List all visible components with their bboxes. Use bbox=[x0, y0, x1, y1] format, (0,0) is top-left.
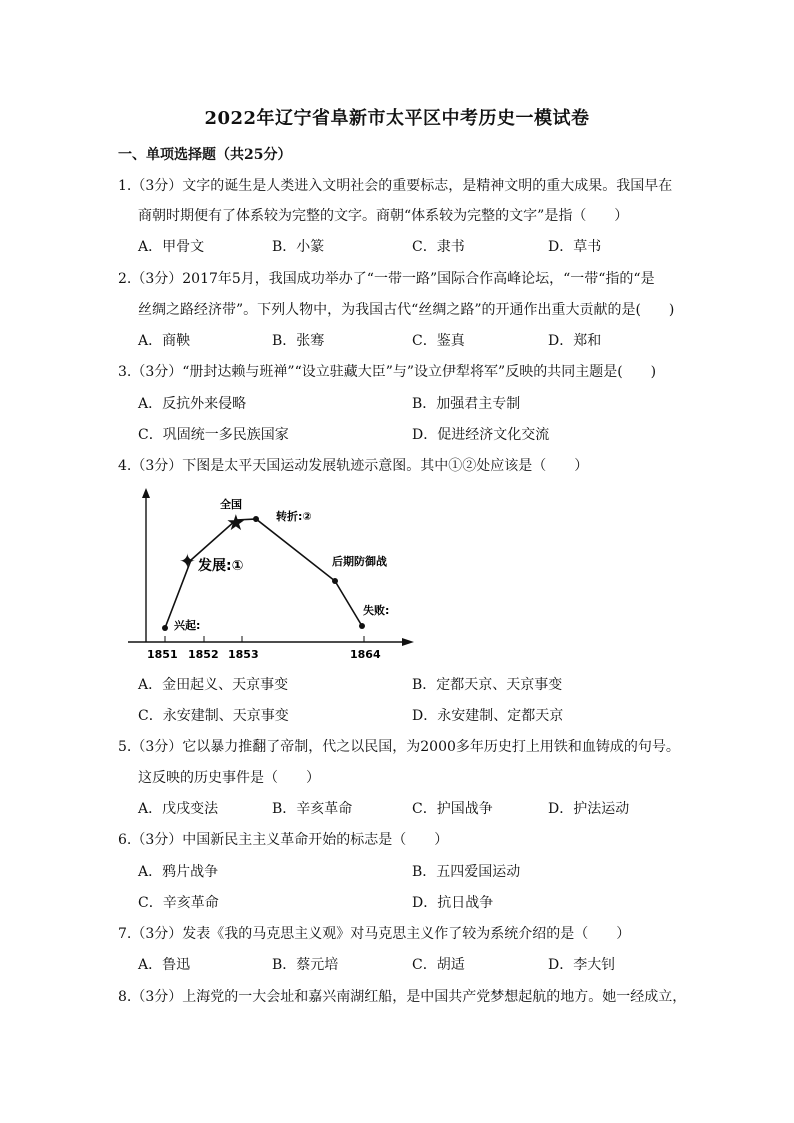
question-4-option-a: A．金田起义、天京事变 bbox=[138, 677, 289, 693]
label-xingqi: 兴起: bbox=[174, 619, 201, 632]
question-5-option-c: C．护国战争 bbox=[412, 801, 493, 817]
star-icon-quanguo: ★ bbox=[226, 511, 246, 536]
question-6-option-c: C．辛亥革命 bbox=[138, 895, 219, 911]
question-3-option-b: B．加强君主专制 bbox=[412, 396, 521, 412]
question-4-option-b: B．定都天京、天京事变 bbox=[412, 677, 563, 693]
question-1-line-1: 1.（3分）文字的诞生是人类进入文明社会的重要标志，是精神文明的重大成果。我国早在 bbox=[118, 178, 673, 194]
trajectory-line bbox=[165, 519, 362, 628]
question-7-option-b: B．蔡元培 bbox=[272, 957, 339, 973]
question-7-line-1: 7.（3分）发表《我的马克思主义观》对马克思主义作了较为系统介绍的是（ ） bbox=[118, 926, 631, 942]
question-1-option-b: B．小篆 bbox=[272, 239, 325, 255]
question-1-option-d: D．草书 bbox=[548, 239, 602, 255]
question-7-option-c: C．胡适 bbox=[412, 957, 465, 973]
question-7-option-a: A．鲁迅 bbox=[138, 957, 191, 973]
question-8-line-1: 8.（3分）上海党的一大会址和嘉兴南湖红船，是中国共产党梦想起航的地方。她一经成立， bbox=[118, 989, 687, 1005]
question-2-line-1: 2.（3分）2017年5月，我国成功举办了“一带一路”国际合作高峰论坛，“一带“指的“是 bbox=[118, 271, 655, 287]
question-6-option-d: D．抗日战争 bbox=[412, 895, 494, 911]
star-icon-fazhan: ✦ bbox=[179, 549, 196, 573]
question-2-option-d: D．郑和 bbox=[548, 333, 602, 349]
point-houqi bbox=[332, 578, 338, 584]
question-3-option-a: A．反抗外来侵略 bbox=[138, 396, 247, 412]
point-shibai bbox=[359, 623, 365, 629]
question-5-line-1: 5.（3分）它以暴力推翻了帝制，代之以民国，为2000多年历史打上用铁和血铸成的句号。 bbox=[118, 739, 680, 755]
year-1852: 1852 bbox=[188, 648, 219, 661]
point-xingqi bbox=[162, 625, 168, 631]
question-5-option-a: A．戊戌变法 bbox=[138, 801, 219, 817]
question-2-line-2: 丝绸之路经济带”。下列人物中，为我国古代“丝绸之路”的开通作出重大贡献的是( ) bbox=[138, 302, 675, 318]
question-5-option-b: B．辛亥革命 bbox=[272, 801, 353, 817]
section-heading: 一、单项选择题（共25分） bbox=[118, 147, 292, 163]
question-2-option-c: C．鉴真 bbox=[412, 333, 465, 349]
point-zhuanzhe bbox=[253, 516, 259, 522]
question-5-line-2: 这反映的历史事件是（ ） bbox=[138, 770, 320, 786]
exam-title: 2022年辽宁省阜新市太平区中考历史一模试卷 bbox=[204, 108, 590, 129]
question-6-option-b: B．五四爱国运动 bbox=[412, 864, 521, 880]
question-1-line-2: 商朝时期便有了体系较为完整的文字。商朝“体系较为完整的文字”是指（ ） bbox=[138, 208, 629, 224]
year-1864: 1864 bbox=[350, 648, 381, 661]
question-3-option-d: D．促进经济文化交流 bbox=[412, 427, 550, 443]
question-2-option-a: A．商鞅 bbox=[138, 333, 191, 349]
question-4-line-1: 4.（3分）下图是太平天国运动发展轨迹示意图。其中①②处应该是（ ） bbox=[118, 458, 589, 474]
y-axis-arrow bbox=[142, 488, 150, 498]
year-1851: 1851 bbox=[147, 648, 178, 661]
year-1853: 1853 bbox=[228, 648, 259, 661]
question-3-option-c: C．巩固统一多民族国家 bbox=[138, 427, 289, 443]
question-5-option-d: D．护法运动 bbox=[548, 801, 630, 817]
label-shibai: 失败: bbox=[363, 604, 390, 617]
question-3-line-1: 3.（3分）“册封达赖与班禅”“设立驻藏大臣”与”设立伊犁将军”反映的共同主题是( ) bbox=[118, 364, 657, 380]
question-7-option-d: D．李大钊 bbox=[548, 957, 616, 973]
label-zhuanzhe: 转折:② bbox=[276, 510, 312, 523]
question-6-option-a: A．鸦片战争 bbox=[138, 864, 219, 880]
question-1-option-c: C．隶书 bbox=[412, 239, 465, 255]
question-6-line-1: 6.（3分）中国新民主主义革命开始的标志是（ ） bbox=[118, 832, 449, 848]
question-4-option-d: D．永安建制、定都天京 bbox=[412, 708, 564, 724]
label-houqi: 后期防御战 bbox=[332, 555, 387, 568]
question-4-option-c: C．永安建制、天京事变 bbox=[138, 708, 289, 724]
x-axis-arrow bbox=[402, 638, 414, 646]
taiping-movement-diagram bbox=[128, 488, 418, 664]
question-1-option-a: A．甲骨文 bbox=[138, 239, 205, 255]
label-quanguo: 全国 bbox=[220, 498, 242, 511]
label-fazhan: 发展:① bbox=[198, 558, 244, 574]
question-2-option-b: B．张骞 bbox=[272, 333, 325, 349]
